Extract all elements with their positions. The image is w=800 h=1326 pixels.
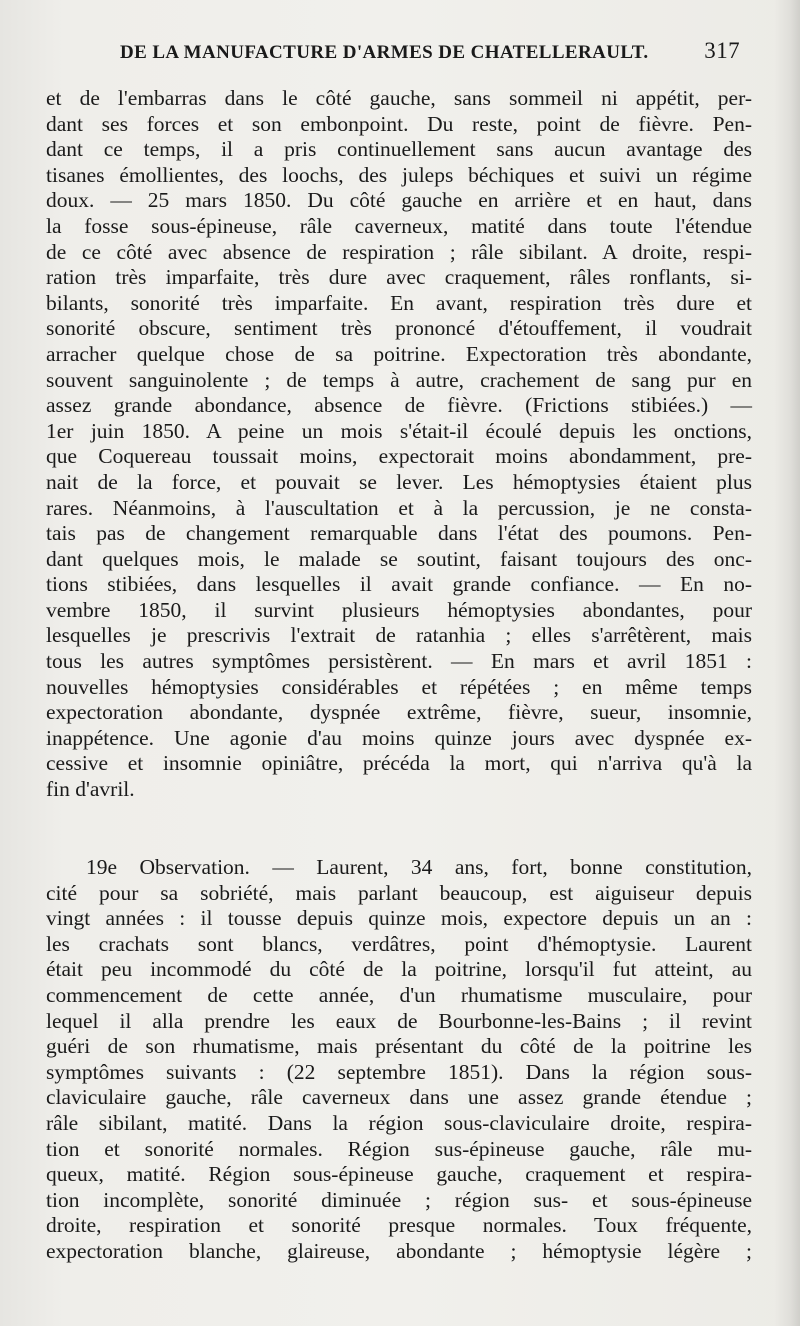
text-line: rares. Néanmoins, à l'auscultation et à la percussion, je ne consta-: [46, 495, 752, 520]
running-title: DE LA MANUFACTURE D'ARMES DE CHATELLERAULT.: [120, 42, 649, 63]
page-header: [120, 38, 740, 68]
text-line: bilants, sonorité très imparfaite. En avant, respiration très dure et: [46, 290, 752, 315]
text-line: doux. — 25 mars 1850. Du côté gauche en arrière et en haut, dans: [46, 188, 752, 213]
text-line: lequel il alla prendre les eaux de Bourbonne-les-Bains ; il revint: [46, 1008, 752, 1033]
text-line: tous les autres symptômes persistèrent. — En mars et avril 1851 :: [46, 649, 752, 674]
page-number: 317: [704, 38, 740, 63]
text-line: lesquelles je prescrivis l'extrait de ratanhia ; elles s'arrêtèrent, mais: [46, 623, 752, 648]
text-line: les crachats sont blancs, verdâtres, point d'hémoptysie. Laurent: [46, 931, 752, 956]
text-line: était peu incommodé du côté de la poitrine, lorsqu'il fut atteint, au: [46, 957, 752, 982]
text-line: sonorité obscure, sentiment très prononcé d'étouffement, il voudrait: [46, 316, 752, 341]
text-line: expectoration abondante, dyspnée extrême, fièvre, sueur, insomnie,: [46, 700, 752, 725]
paragraph-case-continuation: [46, 86, 752, 803]
text-line: tion et sonorité normales. Région sus-épineuse gauche, râle mu-: [46, 1136, 752, 1161]
text-line: la fosse sous-épineuse, râle caverneux, matité dans toute l'étendue: [46, 213, 752, 238]
text-line: dant ses forces et son embonpoint. Du reste, point de fièvre. Pen-: [46, 111, 752, 136]
text-line: vingt années : il tousse depuis quinze mois, expectore depuis un an :: [46, 906, 752, 931]
paragraph-observation-19: [46, 855, 752, 1265]
text-line: nait de la force, et pouvait se lever. Les hémoptysies étaient plus: [46, 469, 752, 494]
text-line: ration très imparfaite, très dure avec craquement, râles ronflants, si-: [46, 265, 752, 290]
text-line: tais pas de changement remarquable dans l'état des poumons. Pen-: [46, 521, 752, 546]
text-line: de ce côté avec absence de respiration ; râle sibilant. A droite, respi-: [46, 239, 752, 264]
text-line: râle sibilant, matité. Dans la région sous-claviculaire droite, respira-: [46, 1110, 752, 1135]
text-line: droite, respiration et sonorité presque normales. Toux fréquente,: [46, 1213, 752, 1238]
text-line: tion incomplète, sonorité diminuée ; région sus- et sous-épineuse: [46, 1187, 752, 1212]
text-line: assez grande abondance, absence de fièvre. (Frictions stibiées.) —: [46, 393, 752, 418]
text-line: claviculaire gauche, râle caverneux dans une assez grande étendue ;: [46, 1085, 752, 1110]
text-line: symptômes suivants : (22 septembre 1851). Dans la région sous-: [46, 1059, 752, 1084]
text-line: arracher quelque chose de sa poitrine. Expectoration très abondante,: [46, 341, 752, 366]
text-line: nouvelles hémoptysies considérables et répétées ; en même temps: [46, 674, 752, 699]
page-edge-shadow: [774, 0, 800, 1326]
text-line: tisanes émollientes, des loochs, des juleps béchiques et suivi un régime: [46, 162, 752, 187]
text-line: et de l'embarras dans le côté gauche, sans sommeil ni appétit, per-: [46, 86, 752, 110]
text-line: tions stibiées, dans lesquelles il avait grande confiance. — En no-: [46, 572, 752, 597]
text-line: queux, matité. Région sous-épineuse gauche, craquement et respira-: [46, 1162, 752, 1187]
text-line: 1er juin 1850. A peine un mois s'était-il écoulé depuis les onctions,: [46, 418, 752, 443]
text-line: guéri de son rhumatisme, mais présentant du côté de la poitrine les: [46, 1034, 752, 1059]
text-line: cessive et insomnie opiniâtre, précéda la mort, qui n'arriva qu'à la: [46, 751, 752, 776]
text-line: cité pour sa sobriété, mais parlant beaucoup, est aiguiseur depuis: [46, 880, 752, 905]
text-line: 19e Observation. — Laurent, 34 ans, fort, bonne constitution,: [86, 855, 752, 879]
text-line: expectoration blanche, glaireuse, abondante ; hémoptysie légère ;: [46, 1238, 752, 1263]
text-line: commencement de cette année, d'un rhumatisme musculaire, pour: [46, 982, 752, 1007]
text-line: dant quelques mois, le malade se soutint, faisant toujours des onc-: [46, 546, 752, 571]
text-line: fin d'avril.: [46, 777, 135, 802]
text-line: que Coquereau toussait moins, expectorait moins abondamment, pre-: [46, 444, 752, 469]
text-line: inappétence. Une agonie d'au moins quinze jours avec dyspnée ex-: [46, 725, 752, 750]
text-line: vembre 1850, il survint plusieurs hémoptysies abondantes, pour: [46, 597, 752, 622]
text-line: souvent sanguinolente ; de temps à autre, crachement de sang pur en: [46, 367, 752, 392]
text-line: dant ce temps, il a pris continuellement sans aucun avantage des: [46, 137, 752, 162]
